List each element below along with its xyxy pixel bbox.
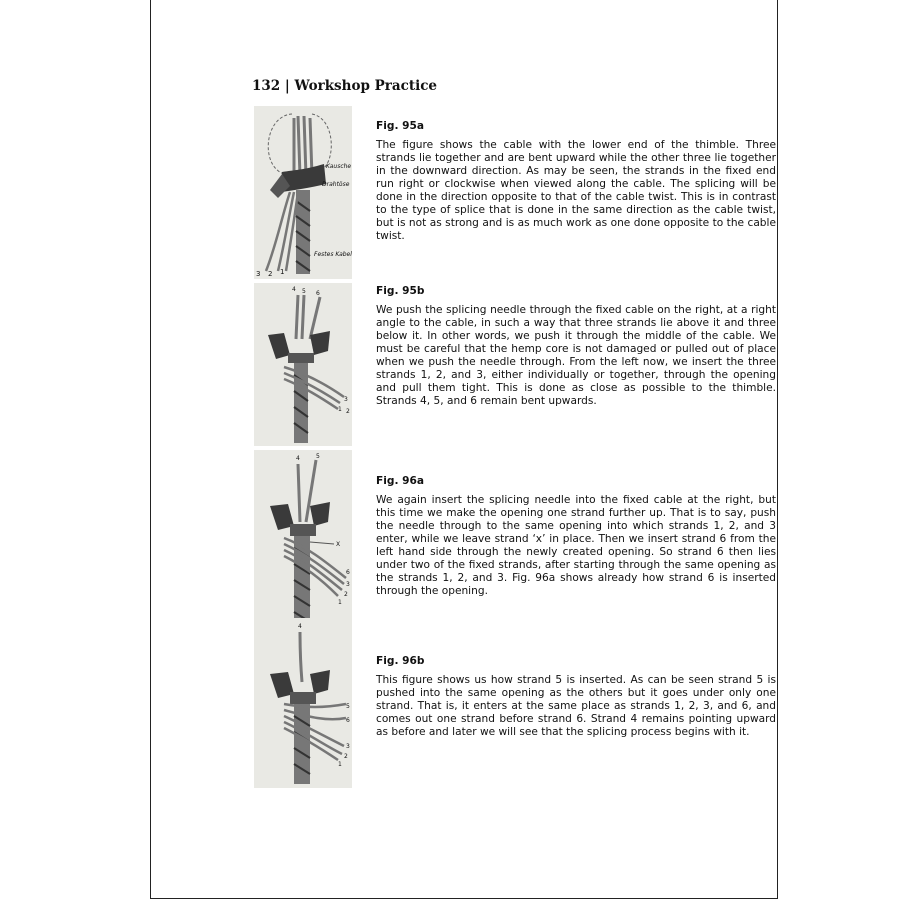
figure-96b-label-3: 3 bbox=[346, 743, 350, 750]
page-number: 132 bbox=[252, 78, 281, 94]
figure-95a-illustration bbox=[254, 106, 352, 279]
section-fig-95a bbox=[376, 120, 776, 243]
figure-95b-label-6: 6 bbox=[316, 290, 320, 297]
figure-96a-label-2: 2 bbox=[344, 591, 348, 598]
book-page bbox=[150, 0, 778, 899]
section-body: We push the splicing needle through the fixed cable on the right, at a right angle to the cable, in such a way that three strands lie above it and three below it. In other words, we push it through the middle of the cable. We must be careful that the hemp core is not damaged or pulled out of place when we push the needle through. From the left now, we insert the three strands 1, 2, and 3, either individually or together, through the opening and pull them tight. This is done as close as possible to the thimble. Strands 4, 5, and 6 remain bent upwards. bbox=[376, 304, 776, 407]
figure-95a-svg bbox=[254, 106, 352, 279]
figure-95b-label-4: 4 bbox=[292, 286, 296, 293]
figure-95a-label-3: 3 bbox=[256, 270, 261, 278]
figure-95b-label-1: 1 bbox=[338, 406, 342, 413]
header-separator: | bbox=[284, 78, 290, 94]
book-title: Workshop Practice bbox=[294, 78, 438, 94]
figure-caption: Fig. 96b bbox=[376, 655, 425, 667]
figure-96b-label-4: 4 bbox=[298, 623, 302, 630]
figure-96a-label-6: 6 bbox=[346, 569, 350, 576]
figure-96a-svg bbox=[254, 450, 352, 630]
section-body: We again insert the splicing needle into the fixed cable at the right, but this time we make the opening one strand further up. That is to say, push the needle through to the same opening into which strands 1, 2, and 3 enter, while we leave strand ‘x’ in place. Then we insert strand 6 from the left hand side through the newly created opening. So strand 6 then lies under two of the fixed strands, after starting through the same opening as the strands 1, 2, and 3. Fig. 96a shows already how strand 6 is inserted through the opening. bbox=[376, 494, 776, 597]
figure-96b-label-6: 6 bbox=[346, 717, 350, 724]
figure-96b-svg bbox=[254, 618, 352, 788]
figure-95b-label-3: 3 bbox=[344, 396, 348, 403]
figure-96a-label-5: 5 bbox=[316, 453, 320, 460]
section-body: This figure shows us how strand 5 is inserted. As can be seen strand 5 is pushed into the same opening as the others but it goes under only one strand. That is, it enters at the same place as strands 1, 2, 3, and 6, and comes out one strand before strand 6. Strand 4 remains pointing upward as before and later we will see that the splicing process begins with it. bbox=[376, 674, 776, 738]
figure-95b-illustration bbox=[254, 283, 352, 446]
section-fig-95b bbox=[376, 285, 776, 408]
figure-95a-label-festes-kabel: Festes Kabel bbox=[314, 251, 352, 258]
figure-96a-label-4: 4 bbox=[296, 455, 300, 462]
figure-caption: Fig. 96a bbox=[376, 475, 425, 487]
figure-96b-label-2: 2 bbox=[344, 753, 348, 760]
section-fig-96b bbox=[376, 655, 776, 739]
figure-96b-label-5: 5 bbox=[346, 703, 350, 710]
figure-caption: Fig. 95b bbox=[376, 285, 425, 297]
section-body: The figure shows the cable with the lower end of the thimble. Three strands lie together and are bent upward while the other three lie together in the downward direction. As may be seen, the strands in the fixed end run right or clockwise when viewed along the cable. The splicing will be done in the direction opposite to that of the cable twist. This is in contrast to the type of splice that is done in the same direction as the cable twist, but is not as strong and is as much work as one done opposite to the cable twist. bbox=[376, 139, 776, 242]
running-header bbox=[252, 78, 437, 94]
figure-95a-label-drahtose: Drahtöse bbox=[322, 181, 350, 188]
figure-95a-label-kausche: Kausche bbox=[326, 163, 352, 170]
figure-96b-illustration bbox=[254, 618, 352, 788]
figure-95a-label-2: 2 bbox=[268, 270, 273, 278]
section-fig-96a bbox=[376, 475, 776, 598]
figure-96a-label-1: 1 bbox=[338, 599, 342, 606]
figure-95a-label-1: 1 bbox=[280, 268, 285, 276]
figure-caption: Fig. 95a bbox=[376, 120, 425, 132]
figure-95b-label-5: 5 bbox=[302, 288, 306, 295]
figure-95b-svg bbox=[254, 283, 352, 446]
figure-95b-label-2: 2 bbox=[346, 408, 350, 415]
figure-96a-label-3: 3 bbox=[346, 581, 350, 588]
figure-96a-illustration bbox=[254, 450, 352, 630]
figure-96b-label-1: 1 bbox=[338, 761, 342, 768]
figure-96a-label-x: X bbox=[336, 541, 341, 548]
